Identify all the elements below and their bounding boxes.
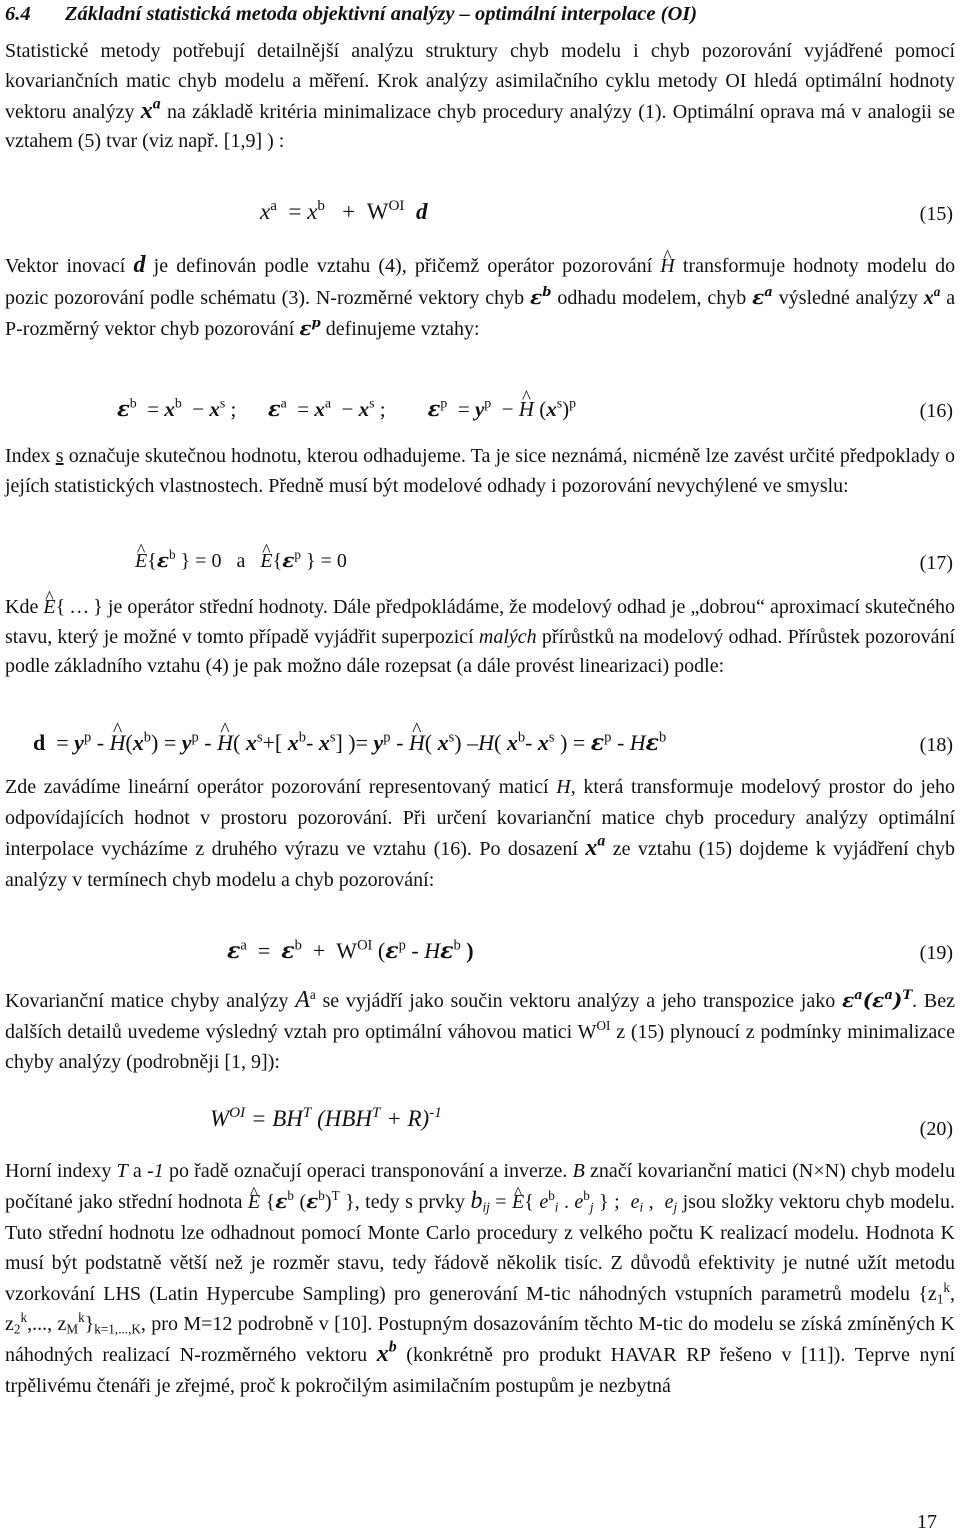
paragraph-intro-text-2: na základě kritéria minimalizace chyb procedury analýzy (1). Optimální oprava má v analogii se vztahem (5) tvar (viz např. [1,9] ) : (5, 100, 956, 153)
symbol-x-a: $x^a$ (140, 95, 161, 124)
symbol-x-b: $x^b$ (376, 1338, 397, 1368)
symbol-h-hat: ^ H (660, 251, 674, 282)
page-number: 17 (917, 1511, 937, 1533)
paragraph-index-text-1: Index (5, 445, 51, 467)
equation-16 (5, 396, 955, 436)
equation-20-body: $W^{OI} = BH^T$ $(HBH^T + R)^{-1}$ (210, 1103, 442, 1131)
paragraph-covariance: Kovarianční matice chyby analýzy $A^a$ se vyjádří jako součin vektoru analýzy a jeho transpozice jako $\varepsilon^a(\varepsilon^a)^T$. Bez dalších detailů uvedeme výsledný vztah pro optimální váhovou matici $W^{OI}$ z (15) plynoucí z podmínky minimalizace chyby analýzy (podrobněji [1, 9]): (5, 987, 956, 1074)
symbol-x-a-2: $x^a$ (923, 283, 941, 309)
symbol-expectation-b: ^ E {$\varepsilon^b$ $(\varepsilon^b)^T$ } (248, 1191, 355, 1213)
symbol-s-underlined: s (55, 445, 64, 467)
paragraph-covariance-text-4: z (15) plynoucí z podmínky minimalizace chyby analýzy (podrobněji [1, 9]): (5, 1020, 956, 1074)
equation-15-body: $x^a = x^b + W^{OI}$ d (260, 196, 428, 224)
equation-19-number: (19) (919, 942, 953, 964)
paragraph-intro (5, 37, 955, 157)
paragraph-innovation-text-3: transformuje hodnoty modelu do pozic pozorování podle schématu (3). N-rozměrné vektory chyb (5, 255, 956, 309)
paragraph-index-text-2: označuje skutečnou hodnotu, kterou odhadujeme. Ta je sice neznámá, nicméně lze zavést určité předpoklady o jejích statistických vlastnostech. Předně musí být modelové odhady i pozorování nevychýlené ve smyslu: (5, 445, 956, 497)
equation-18 (5, 730, 955, 770)
equation-19-body: $\varepsilon^a = \varepsilon^b + W^{OI}$ ($\varepsilon^p - H\varepsilon^b$ ) (227, 937, 474, 964)
symbol-eps-b: $\varepsilon^b$ (530, 284, 552, 309)
equation-20-number: (20) (919, 1118, 953, 1140)
equation-15-number: (15) (919, 203, 953, 225)
paragraph-indices-text-4: značí kovarianční matici (N×N) chyb modelu počítané jako střední hodnota (5, 1160, 956, 1214)
paragraph-indices-text-7: , pro M=12 podrobně v [10]. Postupným dosazováním těchto M-tic do modelu se získá zmíněných K náhodných realizací N-rozměrného vektoru (5, 1313, 955, 1367)
paragraph-innovation-text-2: je definován podle vztahu (4), přičemž operátor pozorování (153, 255, 653, 277)
paragraph-linear-operator-text-1: Zde zavádíme lineární operátor pozorování representovaný maticí (5, 776, 549, 798)
paragraph-indices-text-6: jsou složky vektoru chyb modelu. Tuto střední hodnotu lze odhadnout pomocí Monte Carlo procedury z velkého počtu K realizací modelu. Hodnota K musí být podstatně větší než je rozměr stavu, tedy řádově několik tisíc. Z důvodů efektivity je nutné užít metodu vzorkování LHS (Latin Hypercube Sampling) pro generování M-tic náhodných vstupních parametrů modelu (5, 1191, 955, 1305)
symbol-b: B (572, 1160, 585, 1182)
equation-15 (5, 196, 955, 239)
paragraph-innovation (5, 250, 955, 345)
paragraph-indices-text-2: a (132, 1160, 142, 1182)
equation-18-number: (18) (919, 734, 953, 756)
section-title: Základní statistická metoda objektivní analýzy – optimální interpolace (OI) (65, 3, 698, 25)
paragraph-covariance-text-1: Kovarianční matice chyby analýzy (5, 990, 289, 1012)
paragraph-innovation-text-5: výsledné analýzy (778, 286, 918, 309)
section-heading (5, 0, 955, 28)
paragraph-linear-operator-text-2: H, (556, 776, 576, 798)
paragraph-index (5, 442, 955, 502)
equation-16-body: $\varepsilon^b = x^b - x^s$ ; $\varepsilon^a = x^a - x^s$ ; $\varepsilon^p = y^p$ − ^ H $(x^s)^p$ (117, 396, 576, 422)
equation-17 (5, 548, 955, 588)
equation-19 (5, 938, 955, 978)
equation-17-body: ^ $E\{\varepsilon^b$ } = 0 a ^ $E\{\varepsilon^p$ } = 0 (135, 548, 347, 573)
paragraph-covariance-text-2: se vyjádří jako součin vektoru analýzy a jeho transpozice jako (322, 990, 836, 1012)
symbol-e-hat: ^ E (43, 593, 55, 623)
paragraph-linear-operator-text-4: ze vztahu (15) dojdeme k vyjádření chyb analýzy v termínech chyb modelu a chyb pozorování: (5, 838, 956, 891)
symbol-x-a-3: $x^a$ (585, 832, 606, 862)
paragraph-indices-text-5: , tedy s prvky (354, 1191, 465, 1214)
paragraph-expectation-text-1: Kde (5, 596, 39, 618)
paragraph-innovation-text-6: a P-rozměrný vektor chyb pozorování (5, 286, 956, 341)
paragraph-indices-text-8: (konkrétně pro produkt HAVAR RP řešeno v [11]). Teprve nyní trpělivému čtenáři je zřejmé, proč k pokročilým asimilačním postupům je nezbytná (5, 1344, 956, 1397)
symbol-oi-superscript: OI (596, 1017, 611, 1033)
symbol-eps-p: $\varepsilon^p$ (299, 316, 321, 341)
paragraph-indices-text-3: po řadě označují operaci transponování a inverze. (168, 1160, 568, 1182)
section-number: 6.4 (5, 3, 31, 25)
symbol-minus-one: -1 (147, 1160, 164, 1182)
paragraph-expectation-text-3: malých (478, 625, 537, 648)
paragraph-covariance-text-3: . Bez dalších detailů uvedeme výsledný vztah pro optimální váhovou matici W (5, 990, 956, 1043)
paragraph-expectation: Kde ^ E{ … } je operátor střední hodnoty. Dále předpokládáme, že modelový odhad je „dobrou“ aproximací skutečného stavu, který je možné v tomto případě vyjádřit superpozicí malých přírůstků na modelový odhad. Přírůstek pozorování podle základního vztahu (4) je pak možno dále rozepsat (a dále provést linearizaci) podle: (5, 593, 955, 682)
symbol-a-a: A (295, 987, 310, 1013)
symbol-z-set: {$z_1^k$, $z_2^k$,..., $z_M^k\}_{k=1,...,K}$ (5, 1279, 955, 1337)
paragraph-indices (5, 1156, 955, 1401)
symbol-eps-a: $\varepsilon^a$ (752, 284, 773, 309)
symbol-t: T (116, 1160, 128, 1182)
paragraph-linear-operator-text-3: která transformuje modelový prostor do jeho odpovídajících hodnot v prostoru pozorování. Při určení kovarianční matice chyb procedury analýzy optimální interpolace vycházíme z druhého výrazu ve vztahu (16). Po dosazení (5, 776, 955, 861)
paragraph-linear-operator (5, 772, 955, 895)
equation-18-body: $d = y^p$ - ^ $H(x^b) = y^p$ - ^ H( $x^s+$[ $x^b-$ $x^s$] )= $y^p$ - ^ H( $x^s$) –H( $x^b-$ $x^s$ ) = $\varepsilon^p - H\varepsilon^b$ (33, 730, 666, 756)
equation-17-number: (17) (919, 552, 953, 574)
equation-20 (5, 1103, 955, 1146)
paragraph-intro-text-1: Statistické metody potřebují detailnější analýzu struktury chyb modelu i chyb pozorování vyjádřené pomocí kovariančních matic chyb modelu a měření. Krok analýzy asimilačního cyklu metody OI hledá optimální hodnoty vektoru analýzy (5, 40, 955, 123)
paragraph-expectation-text-4: přírůstků na modelový odhad. Přírůstek pozorování podle základního vztahu (4) je pak možno dále rozepsat (a dále provést linearizaci) podle: (5, 625, 956, 678)
paragraph-innovation-text-7: definujeme vztahy: (325, 318, 480, 341)
paragraph-innovation-text-1: Vektor inovací (5, 255, 126, 277)
paragraph-expectation-text-2: je operátor střední hodnoty. Dále předpokládáme, že modelový odhad je „dobrou“ aproximací skutečného stavu, který je možné v tomto případě vyjádřit superpozicí (5, 596, 955, 648)
symbol-d: d (133, 252, 146, 278)
equation-16-number: (16) (919, 400, 953, 422)
symbol-eps-a-transpose: $\varepsilon^a(\varepsilon^a)^T$ (841, 988, 913, 1012)
paragraph-innovation-text-4: odhadu modelem, chyb (557, 286, 747, 309)
paragraph-indices-text-1: Horní indexy (5, 1160, 112, 1182)
symbol-b-ij: $b_{ij}$ = ^ E{ $e^b_i$ . $e^b_j$ } ; $e_i$ , $e_j$ (470, 1191, 677, 1213)
